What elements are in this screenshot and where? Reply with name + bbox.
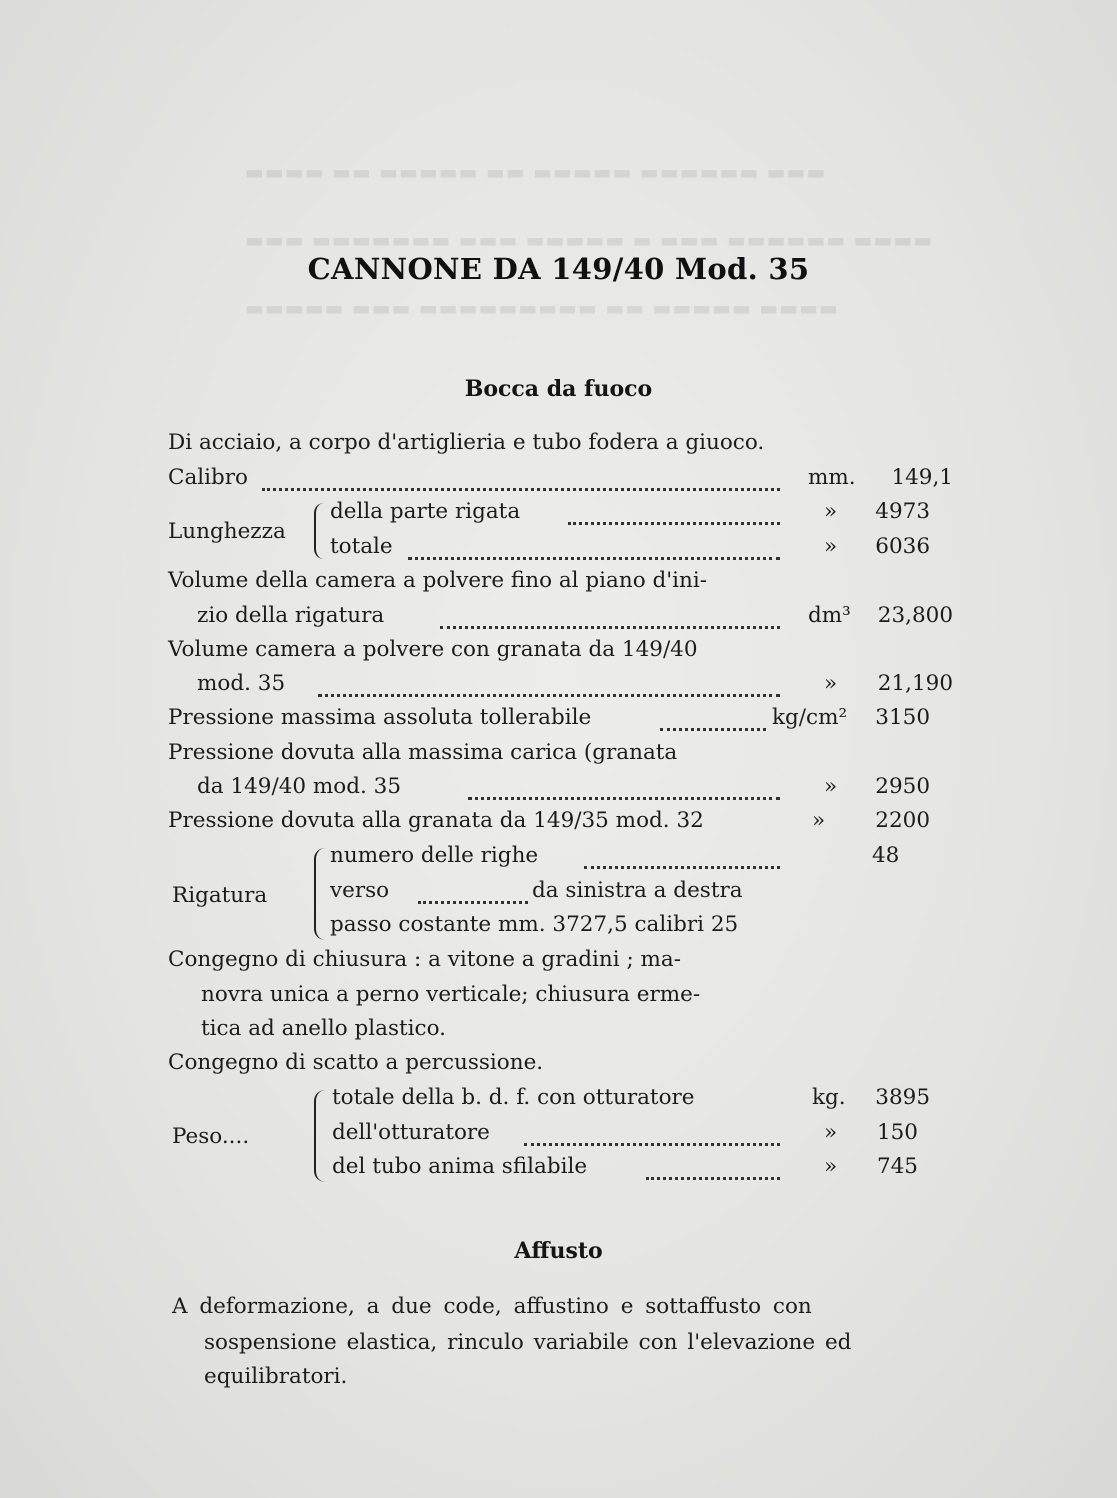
affusto-line3: equilibratori. (204, 1364, 348, 1389)
peso-totale-label: totale della b. d. f. con otturatore (332, 1085, 695, 1110)
volume-granata-line2: mod. 35 (197, 671, 286, 696)
dot-leader (440, 608, 780, 629)
volume-camera-line2: zio della rigatura (197, 603, 385, 628)
dot-leader (408, 539, 780, 560)
pressione-granata-unit: » (812, 808, 826, 833)
brace (314, 1090, 325, 1182)
calibro-unit: mm. (808, 465, 856, 490)
dot-leader (418, 883, 528, 904)
chiusura-line3: tica ad anello plastico. (201, 1016, 446, 1041)
pressione-carica-line2: da 149/40 mod. 35 (197, 774, 402, 799)
lunghezza-totale-unit: » (824, 534, 838, 559)
dot-leader (568, 504, 780, 525)
affusto-line1: A deformazione, a due code, affustino e sottaffusto con (172, 1294, 812, 1319)
lunghezza-totale-value: 6036 (875, 534, 930, 559)
dot-leader (646, 1159, 780, 1180)
calibro-label: Calibro (168, 465, 249, 490)
volume-camera-value: 23,800 (877, 603, 953, 628)
calibro-value: 149,1 (891, 465, 953, 490)
dot-leader (468, 779, 780, 800)
section-heading-affusto: Affusto (514, 1238, 603, 1264)
brace (314, 848, 325, 940)
peso-otturatore-value: 150 (876, 1120, 918, 1145)
volume-granata-line1: Volume camera a polvere con granata da 149/40 (168, 637, 698, 662)
scatto-text: Congegno di scatto a percussione. (168, 1050, 544, 1075)
rigatura-label: Rigatura (172, 883, 268, 908)
pressione-massima-value: 3150 (875, 705, 930, 730)
peso-tubo-value: 745 (876, 1154, 918, 1179)
volume-camera-unit: dm³ (808, 603, 851, 628)
dot-leader (318, 676, 780, 697)
lunghezza-rigata-value: 4973 (875, 499, 930, 524)
intro-text: Di acciaio, a corpo d'artiglieria e tubo fodera a giuoco. (168, 430, 765, 455)
pressione-carica-unit: » (824, 774, 838, 799)
rigatura-numero-label: numero delle righe (330, 843, 539, 868)
pressione-carica-value: 2950 (875, 774, 930, 799)
rigatura-numero-value: 48 (872, 843, 900, 868)
lunghezza-label: Lunghezza (168, 519, 286, 544)
peso-tubo-label: del tubo anima sfilabile (332, 1154, 588, 1179)
chiusura-line2: novra unica a perno verticale; chiusura erme- (201, 982, 701, 1007)
dot-leader (262, 470, 780, 491)
affusto-line2: sospensione elastica, rinculo variabile con l'elevazione ed (204, 1330, 852, 1355)
pressione-carica-line1: Pressione dovuta alla massima carica (granata (168, 740, 678, 765)
volume-granata-value: 21,190 (877, 671, 953, 696)
bleed-through-text: ▬▬▬▬ ▬▬ ▬▬▬▬▬ ▬▬ ▬▬▬▬▬ ▬▬▬▬▬▬ ▬▬▬ (245, 160, 827, 184)
rigatura-verso-label: verso (330, 878, 390, 903)
peso-tubo-unit: » (824, 1154, 838, 1179)
chiusura-line1: Congegno di chiusura : a vitone a gradini ; ma- (168, 947, 682, 972)
dot-leader (524, 1125, 780, 1146)
pressione-massima-label: Pressione massima assoluta tollerabile (168, 705, 592, 730)
dot-leader (584, 848, 780, 869)
rigatura-verso-value: da sinistra a destra (532, 878, 743, 903)
peso-label: Peso.... (172, 1124, 250, 1149)
peso-totale-unit: kg. (812, 1085, 846, 1110)
page-title: CANNONE DA 149/40 Mod. 35 (307, 252, 810, 286)
pressione-granata-value: 2200 (875, 808, 930, 833)
lunghezza-totale-label: totale (330, 534, 393, 559)
peso-otturatore-unit: » (824, 1120, 838, 1145)
volume-camera-line1: Volume della camera a polvere fino al piano d'ini- (168, 568, 708, 593)
rigatura-passo: passo costante mm. 3727,5 calibri 25 (330, 912, 739, 937)
volume-granata-unit: » (824, 671, 838, 696)
peso-totale-value: 3895 (875, 1085, 930, 1110)
section-heading-bocca: Bocca da fuoco (464, 376, 653, 402)
pressione-granata-label: Pressione dovuta alla granata da 149/35 mod. 32 (168, 808, 704, 833)
brace (314, 503, 324, 559)
bleed-through-text: ▬▬▬ ▬▬▬▬▬▬▬ ▬▬▬ ▬▬▬▬▬ ▬ ▬▬▬ ▬▬▬▬▬▬ ▬▬▬▬ (245, 228, 934, 252)
bleed-through-text: ▬▬▬▬▬ ▬▬▬ ▬▬▬▬▬▬▬▬▬ ▬▬ ▬▬▬▬▬ ▬▬▬▬ (245, 296, 839, 320)
pressione-massima-unit: kg/cm² (772, 705, 848, 730)
lunghezza-rigata-label: della parte rigata (330, 499, 521, 524)
peso-otturatore-label: dell'otturatore (332, 1120, 490, 1145)
lunghezza-rigata-unit: » (824, 499, 838, 524)
dot-leader (660, 710, 766, 731)
